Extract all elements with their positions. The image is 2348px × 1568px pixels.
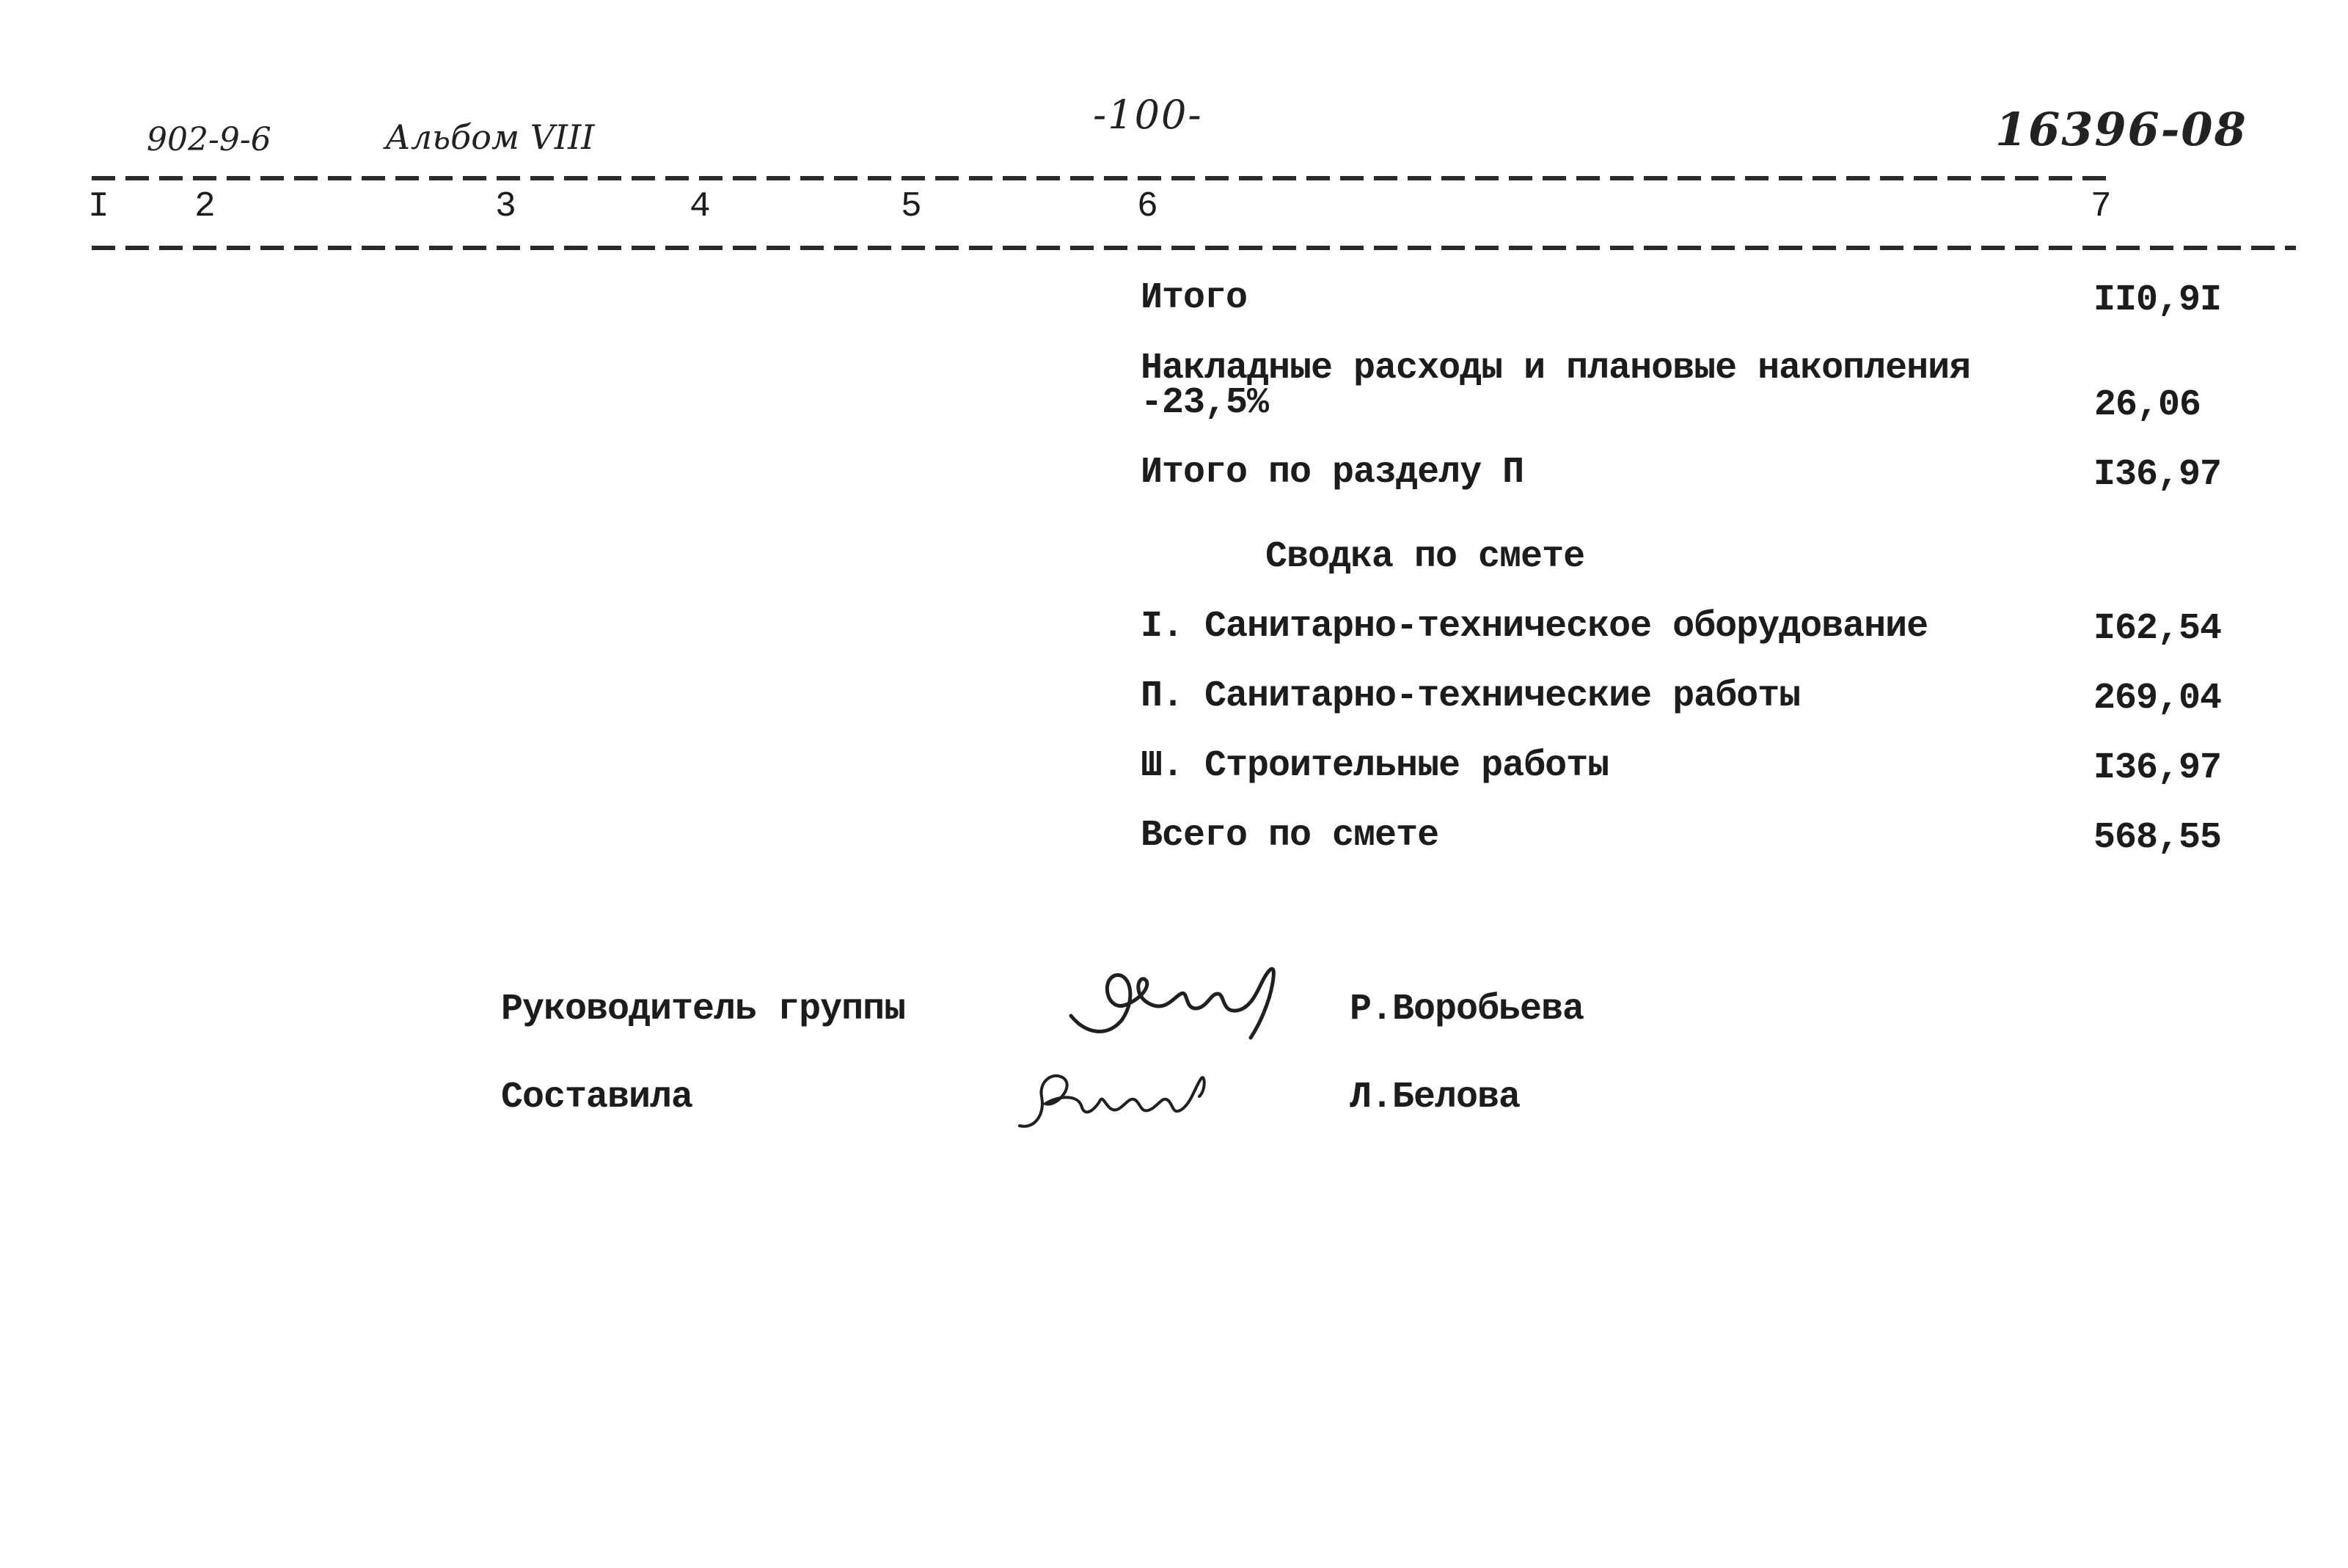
column-number-7: 7 xyxy=(2091,187,2111,227)
grand-total-value: 568,55 xyxy=(2093,817,2221,859)
header-rule-bottom xyxy=(92,246,2296,250)
column-number-1: I xyxy=(88,187,109,227)
column-number-4: 4 xyxy=(690,187,710,227)
column-number-5: 5 xyxy=(901,187,921,227)
author-role: Составила xyxy=(501,1077,693,1118)
overhead-label-line1: Накладные расходы и плановые накопления xyxy=(1141,348,1971,389)
summary-item-label: Ш. Строительные работы xyxy=(1141,745,1609,787)
project-code: 902-9-6 xyxy=(147,121,271,158)
author-signature xyxy=(1012,1056,1218,1144)
page-number: -100- xyxy=(1093,92,1203,138)
head-signature xyxy=(1056,953,1298,1056)
grand-total-label: Всего по смете xyxy=(1141,815,1439,857)
summary-item-label: П. Санитарно-технические работы xyxy=(1141,675,1801,717)
summary-item-value: 269,04 xyxy=(2093,678,2221,719)
itogo-value: II0,9I xyxy=(2093,279,2221,321)
summary-title: Сводка по смете xyxy=(1265,536,1585,578)
column-number-2: 2 xyxy=(194,187,215,227)
document-number: 16396-08 xyxy=(1995,103,2248,156)
itogo-label: Итого xyxy=(1141,277,1248,319)
header-rule-top xyxy=(92,176,2116,180)
author-name: Л.Белова xyxy=(1350,1077,1521,1118)
column-number-6: 6 xyxy=(1137,187,1157,227)
summary-item-value: I36,97 xyxy=(2093,747,2221,789)
head-name: Р.Воробьева xyxy=(1350,989,1584,1030)
section-total-label: Итого по разделу П xyxy=(1141,452,1524,494)
column-number-3: 3 xyxy=(495,187,516,227)
section-total-value: I36,97 xyxy=(2093,454,2221,496)
overhead-value: 26,06 xyxy=(2093,384,2201,426)
head-role: Руководитель группы xyxy=(501,989,906,1030)
overhead-label-line2: -23,5% xyxy=(1141,382,1269,424)
summary-item-label: I. Санитарно-техническое оборудование xyxy=(1141,606,1928,648)
album-label: Альбом VIII xyxy=(385,117,595,157)
summary-item-value: I62,54 xyxy=(2093,608,2221,650)
